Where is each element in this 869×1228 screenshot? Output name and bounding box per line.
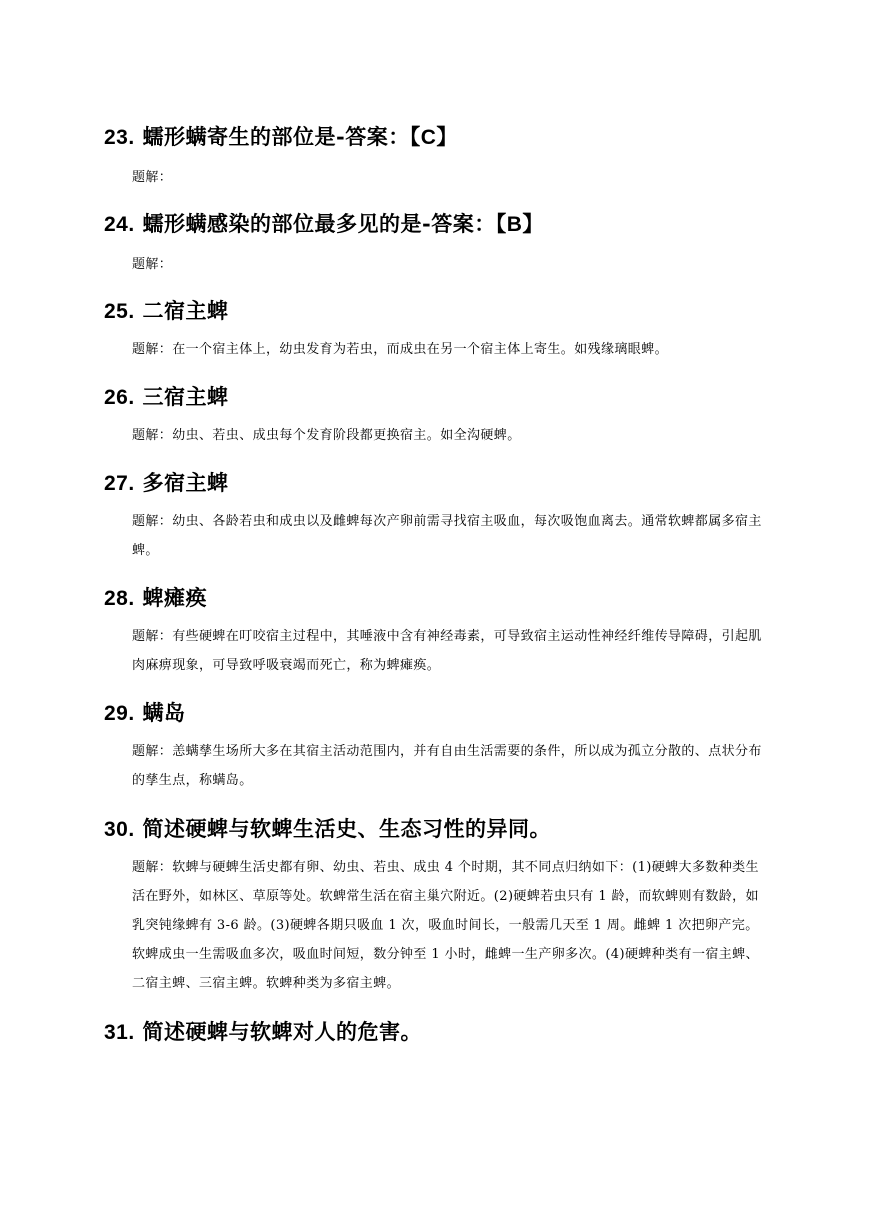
question-list xyxy=(104,121,764,1048)
question-title xyxy=(104,208,764,240)
question-title xyxy=(104,1016,764,1048)
question-explanation: 题解：幼虫、若虫、成虫每个发育阶段都更换宿主。如全沟硬蜱。 xyxy=(132,428,521,443)
question-item xyxy=(104,295,764,364)
question-item xyxy=(104,1016,764,1048)
question-number: 29. xyxy=(104,702,135,725)
question-number: 27. xyxy=(104,472,135,495)
question-title xyxy=(104,697,764,729)
question-title xyxy=(104,121,764,153)
question-item xyxy=(104,208,764,279)
question-item xyxy=(104,697,764,795)
question-number: 25. xyxy=(104,300,135,323)
question-text: 蜱瘫痪 xyxy=(142,585,208,610)
question-text: 蠕形螨感染的部位最多见的是-答案： xyxy=(142,211,496,236)
question-item xyxy=(104,813,764,998)
question-title xyxy=(104,467,764,499)
question-number: 24. xyxy=(104,213,135,236)
question-item xyxy=(104,381,764,450)
question-explanation: 题解：幼虫、各龄若虫和成虫以及雌蜱每次产卵前需寻找宿主吸血，每次吸饱血离去。通常软蜱都属多宿主蜱。 xyxy=(132,514,762,558)
question-explanation: 题解：在一个宿主体上，幼虫发育为若虫，而成虫在另一个宿主体上寄生。如残缘璃眼蜱。 xyxy=(132,342,669,357)
question-title xyxy=(104,295,764,327)
question-item xyxy=(104,467,764,565)
question-explanation: 题解： xyxy=(132,170,173,185)
question-text: 螨岛 xyxy=(142,700,186,725)
question-explanation: 题解：软蜱与硬蜱生活史都有卵、幼虫、若虫、成虫 4 个时期，其不同点归纳如下：(1)硬蜱大多数种类生活在野外，如林区、草原等处。软蜱常生活在宿主巢穴附近。(2)硬蜱若虫只有 1 龄，而软蜱则有数龄，如乳突钝缘蜱有 3-6 龄。(3)硬蜱各期只吸血 1 次，吸血时间长，一般需几天至 1 周。雌蜱 1 次把卵产完。软蜱成虫一生需吸血多次，吸血时间短，数分钟至 1 小时，雌蜱一生产卵多次。(4)硬蜱种类有一宿主蜱、二宿主蜱、三宿主蜱。软蜱种类为多宿主蜱。 xyxy=(132,860,759,991)
question-number: 31. xyxy=(104,1021,135,1044)
question-text: 三宿主蜱 xyxy=(142,384,229,409)
question-item xyxy=(104,582,764,680)
question-explanation: 题解：有些硬蜱在叮咬宿主过程中，其唾液中含有神经毒素，可导致宿主运动性神经纤维传导障碍，引起肌肉麻痹现象，可导致呼吸衰竭而死亡，称为蜱瘫痪。 xyxy=(132,629,762,673)
question-item xyxy=(104,121,764,192)
question-number: 26. xyxy=(104,386,135,409)
question-text: 多宿主蜱 xyxy=(142,470,229,495)
question-number: 23. xyxy=(104,126,135,149)
question-text: 二宿主蜱 xyxy=(142,298,229,323)
question-explanation: 题解： xyxy=(132,257,173,272)
question-answer: 【C】 xyxy=(409,126,458,149)
question-answer: 【B】 xyxy=(495,213,544,236)
question-number: 28. xyxy=(104,587,135,610)
question-title xyxy=(104,582,764,614)
question-explanation: 题解：恙螨孳生场所大多在其宿主活动范围内，并有自由生活需要的条件，所以成为孤立分散的、点状分布的孳生点，称螨岛。 xyxy=(132,744,762,788)
question-text: 简述硬蜱与软蜱生活史、生态习性的异同。 xyxy=(142,816,552,841)
question-title xyxy=(104,381,764,413)
question-title xyxy=(104,813,764,845)
question-text: 简述硬蜱与软蜱对人的危害。 xyxy=(142,1019,423,1044)
question-number: 30. xyxy=(104,818,135,841)
question-text: 蠕形螨寄生的部位是-答案： xyxy=(142,124,410,149)
